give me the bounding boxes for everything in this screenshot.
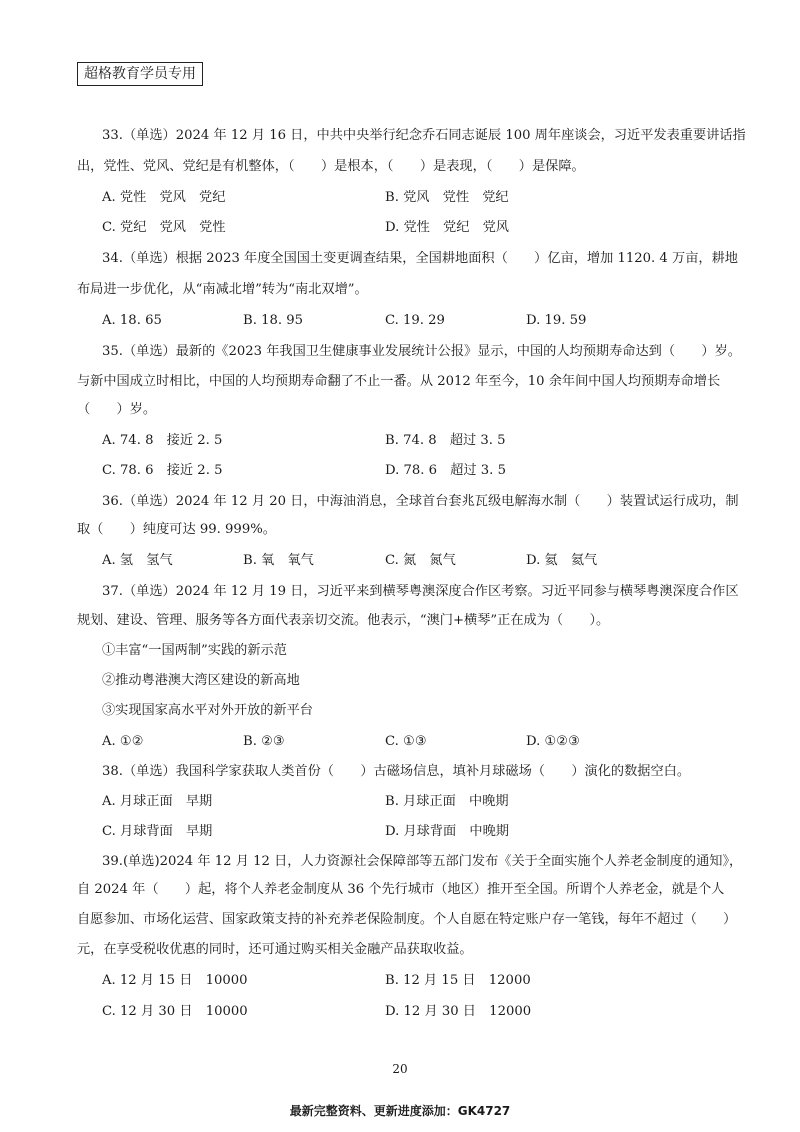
question-39-line-1: 39.(单选)2024 年 12 月 12 日，人力资源社会保障部等五部门发布《关于全面实施个人养老金制度的通知》，	[102, 854, 743, 869]
question-37-option-b: B. ②③	[243, 734, 285, 749]
question-35-line-3: （ ）岁。	[77, 402, 157, 417]
question-39-option-c: C. 12 月 30 日 10000	[102, 1004, 248, 1019]
question-37-line-2: 规划、建设、管理、服务等各方面代表亲切交流。他表示，“澳门+横琴”正在成为（ ）。	[77, 613, 610, 628]
question-33-option-d: D. 党性 党纪 党风	[385, 220, 509, 235]
question-35-option-b: B. 74. 8 超过 3. 5	[385, 433, 506, 448]
question-38-option-c: C. 月球背面 早期	[102, 824, 213, 839]
question-39-option-a: A. 12 月 15 日 10000	[102, 973, 248, 988]
question-36-option-d: D. 氦 氦气	[526, 553, 598, 568]
question-34-option-c: C. 19. 29	[385, 313, 445, 328]
footer-note: 最新完整资料、更新进度添加：GK4727	[289, 1104, 511, 1118]
question-38-option-d: D. 月球背面 中晚期	[385, 824, 509, 839]
question-33-line-1: 33.（单选）2024 年 12 月 16 日，中共中央举行纪念乔石同志诞辰 100 周年座谈会，习近平发表重要讲话指	[102, 128, 746, 143]
question-35-option-d: D. 78. 6 超过 3. 5	[385, 463, 506, 478]
question-39-option-b: B. 12 月 15 日 12000	[385, 973, 531, 988]
question-37-option-a: A. ①②	[102, 734, 144, 749]
question-35-line-2: 与新中国成立时相比，中国的人均预期寿命翻了不止一番。从 2012 年至今，10 余年间中国人均预期寿命增长	[77, 374, 721, 389]
question-33-option-a: A. 党性 党风 党纪	[102, 190, 226, 205]
question-39-line-2: 自 2024 年（ ）起，将个人养老金制度从 36 个先行城市（地区）推开至全国。所谓个人养老金，就是个人	[77, 882, 725, 897]
question-37-option-d: D. ①②③	[526, 734, 580, 749]
question-33-option-b: B. 党风 党性 党纪	[385, 190, 509, 205]
question-39-line-4: 元，在享受税收优惠的同时，还可通过购买相关金融产品获取收益。	[77, 942, 473, 957]
question-33-option-c: C. 党纪 党风 党性	[102, 220, 226, 235]
question-34-option-d: D. 19. 59	[526, 313, 587, 328]
question-36-line-2: 取（ ）纯度可达 99. 999%。	[77, 522, 276, 537]
question-37-item-2: ②推动粤港澳大湾区建设的新高地	[102, 673, 300, 688]
question-38-option-b: B. 月球正面 中晚期	[385, 794, 509, 809]
question-34-option-b: B. 18. 95	[243, 313, 304, 328]
question-39-option-d: D. 12 月 30 日 12000	[385, 1004, 532, 1019]
question-36-line-1: 36.（单选）2024 年 12 月 20 日，中海油消息，全球首台套兆瓦级电解海水制（ ）装置试运行成功，制	[102, 494, 739, 509]
question-33-line-2: 出，党性、党风、党纪是有机整体，（ ）是根本，（ ）是表现，（ ）是保障。	[77, 159, 585, 174]
question-37-option-c: C. ①③	[385, 734, 427, 749]
question-36-option-c: C. 氮 氮气	[385, 553, 456, 568]
question-34-option-a: A. 18. 65	[102, 313, 162, 328]
question-37-item-3: ③实现国家高水平对外开放的新平台	[102, 703, 313, 718]
question-34-line-2: 布局进一步优化，从“南减北增”转为“南北双增”。	[77, 282, 368, 297]
question-38-option-a: A. 月球正面 早期	[102, 794, 213, 809]
question-34-line-1: 34.（单选）根据 2023 年度全国国土变更调查结果，全国耕地面积（ ）亿亩，增加 1120. 4 万亩，耕地	[102, 251, 738, 266]
page-number: 20	[392, 1062, 408, 1076]
question-37-line-1: 37.（单选）2024 年 12 月 19 日，习近平来到横琴粤澳深度合作区考察。习近平同参与横琴粤澳深度合作区	[102, 584, 739, 599]
question-35-line-1: 35.（单选）最新的《2023 年我国卫生健康事业发展统计公报》显示，中国的人均预期寿命达到（ ）岁。	[102, 344, 741, 359]
question-35-option-a: A. 74. 8 接近 2. 5	[102, 433, 223, 448]
question-37-item-1: ①丰富“一国两制”实践的新示范	[102, 643, 287, 658]
question-36-option-b: B. 氧 氧气	[243, 553, 314, 568]
question-36-option-a: A. 氢 氢气	[102, 553, 173, 568]
question-35-option-c: C. 78. 6 接近 2. 5	[102, 463, 223, 478]
question-38-line-1: 38.（单选）我国科学家获取人类首份（ ）古磁场信息，填补月球磁场（ ）演化的数据空白。	[102, 764, 691, 779]
question-39-line-3: 自愿参加、市场化运营、国家政策支持的补充养老保险制度。个人自愿在特定账户存一笔钱，每年不超过（ ）	[77, 912, 737, 927]
header-label: 超格教育学员专用	[77, 62, 203, 86]
